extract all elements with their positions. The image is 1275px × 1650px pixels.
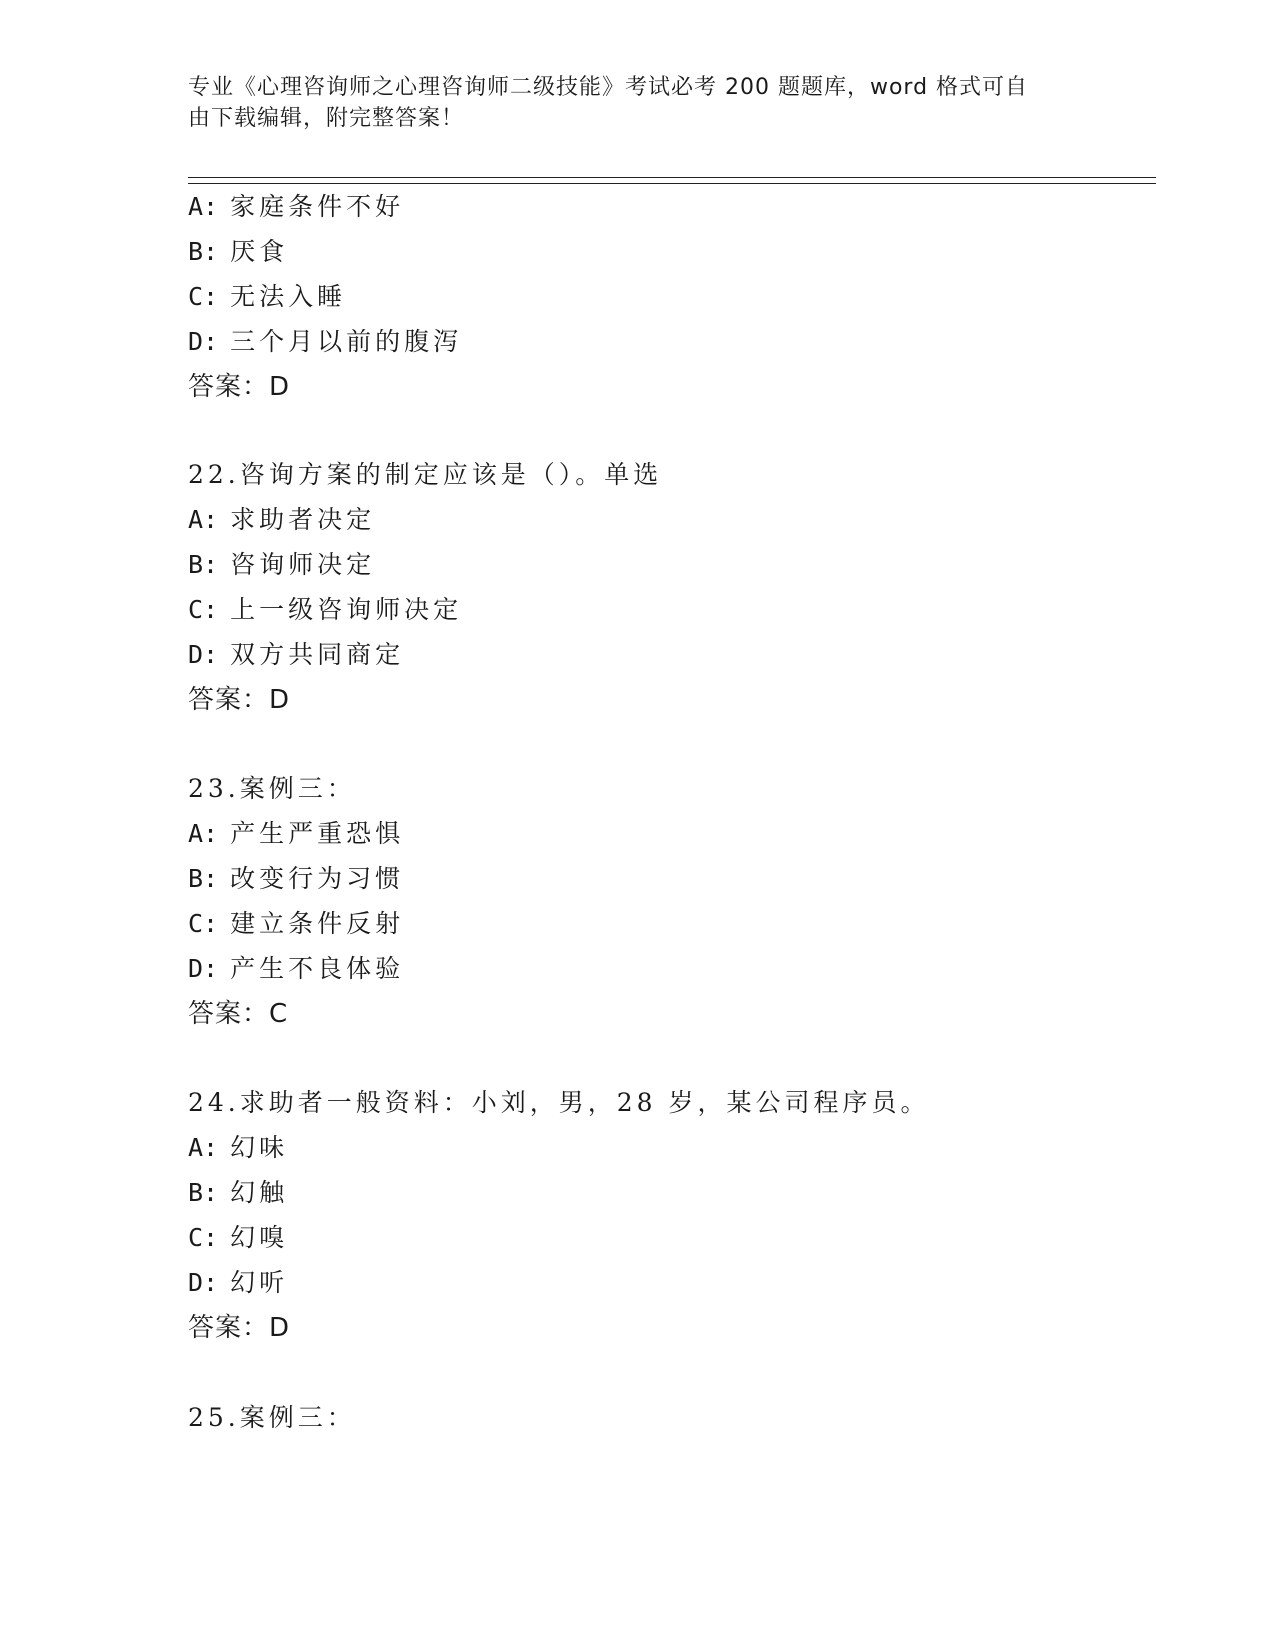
- answer-line: 答案：D: [188, 1313, 291, 1343]
- option-text: 厌食: [230, 237, 289, 266]
- option-text: 幻触: [230, 1178, 289, 1207]
- option-b: [188, 864, 404, 894]
- question-24: 24.求助者一般资料：小刘，男，28 岁，某公司程序员。: [188, 1088, 930, 1117]
- header-line-2: 由下载编辑，附完整答案！: [188, 106, 465, 131]
- option-text: 家庭条件不好: [230, 192, 405, 221]
- option-c: [188, 909, 404, 939]
- option-label: D:: [188, 954, 219, 983]
- option-b: [188, 237, 288, 267]
- option-label: B:: [188, 864, 219, 893]
- option-label: C:: [188, 595, 219, 624]
- option-text: 求助者决定: [230, 505, 376, 534]
- option-text: 产生严重恐惧: [230, 819, 405, 848]
- option-a: [188, 1133, 288, 1163]
- option-text: 建立条件反射: [230, 909, 405, 938]
- option-a: [188, 192, 404, 222]
- option-c: [188, 1223, 288, 1253]
- option-label: D:: [188, 1268, 219, 1297]
- question-23: 23.案例三：: [188, 774, 356, 803]
- option-label: D:: [188, 327, 219, 356]
- answer-line: 答案：D: [188, 372, 291, 402]
- header-divider-bottom: [188, 183, 1156, 184]
- question-22: 22.咨询方案的制定应该是（）。单选: [188, 460, 663, 489]
- option-text: 上一级咨询师决定: [230, 595, 463, 624]
- option-label: D:: [188, 640, 219, 669]
- header-divider-top: [188, 177, 1156, 178]
- option-d: [188, 954, 404, 984]
- option-label: A:: [188, 819, 219, 848]
- option-text: 产生不良体验: [230, 954, 405, 983]
- option-d: [188, 640, 404, 670]
- option-text: 三个月以前的腹泻: [230, 327, 463, 356]
- option-label: B:: [188, 237, 219, 266]
- option-a: [188, 505, 375, 535]
- option-b: [188, 550, 375, 580]
- option-d: [188, 1268, 288, 1298]
- header-line-1: 专业《心理咨询师之心理咨询师二级技能》考试必考 200 题题库，word 格式可自: [188, 75, 1029, 100]
- option-text: 咨询师决定: [230, 550, 376, 579]
- answer-line: 答案：D: [188, 685, 291, 715]
- option-label: A:: [188, 1133, 219, 1162]
- option-a: [188, 819, 404, 849]
- document-header: [188, 72, 1068, 134]
- option-label: C:: [188, 282, 219, 311]
- option-text: 无法入睡: [230, 282, 347, 311]
- option-text: 幻嗅: [230, 1223, 289, 1252]
- option-label: C:: [188, 1223, 219, 1252]
- option-label: C:: [188, 909, 219, 938]
- option-text: 改变行为习惯: [230, 864, 405, 893]
- option-c: [188, 282, 346, 312]
- question-25: 25.案例三：: [188, 1403, 356, 1432]
- option-label: B:: [188, 1178, 219, 1207]
- option-label: B:: [188, 550, 219, 579]
- option-label: A:: [188, 505, 219, 534]
- option-c: [188, 595, 462, 625]
- option-label: A:: [188, 192, 219, 221]
- option-text: 幻听: [230, 1268, 289, 1297]
- option-b: [188, 1178, 288, 1208]
- option-text: 幻味: [230, 1133, 289, 1162]
- answer-line: 答案：C: [188, 999, 289, 1029]
- option-d: [188, 327, 462, 357]
- option-text: 双方共同商定: [230, 640, 405, 669]
